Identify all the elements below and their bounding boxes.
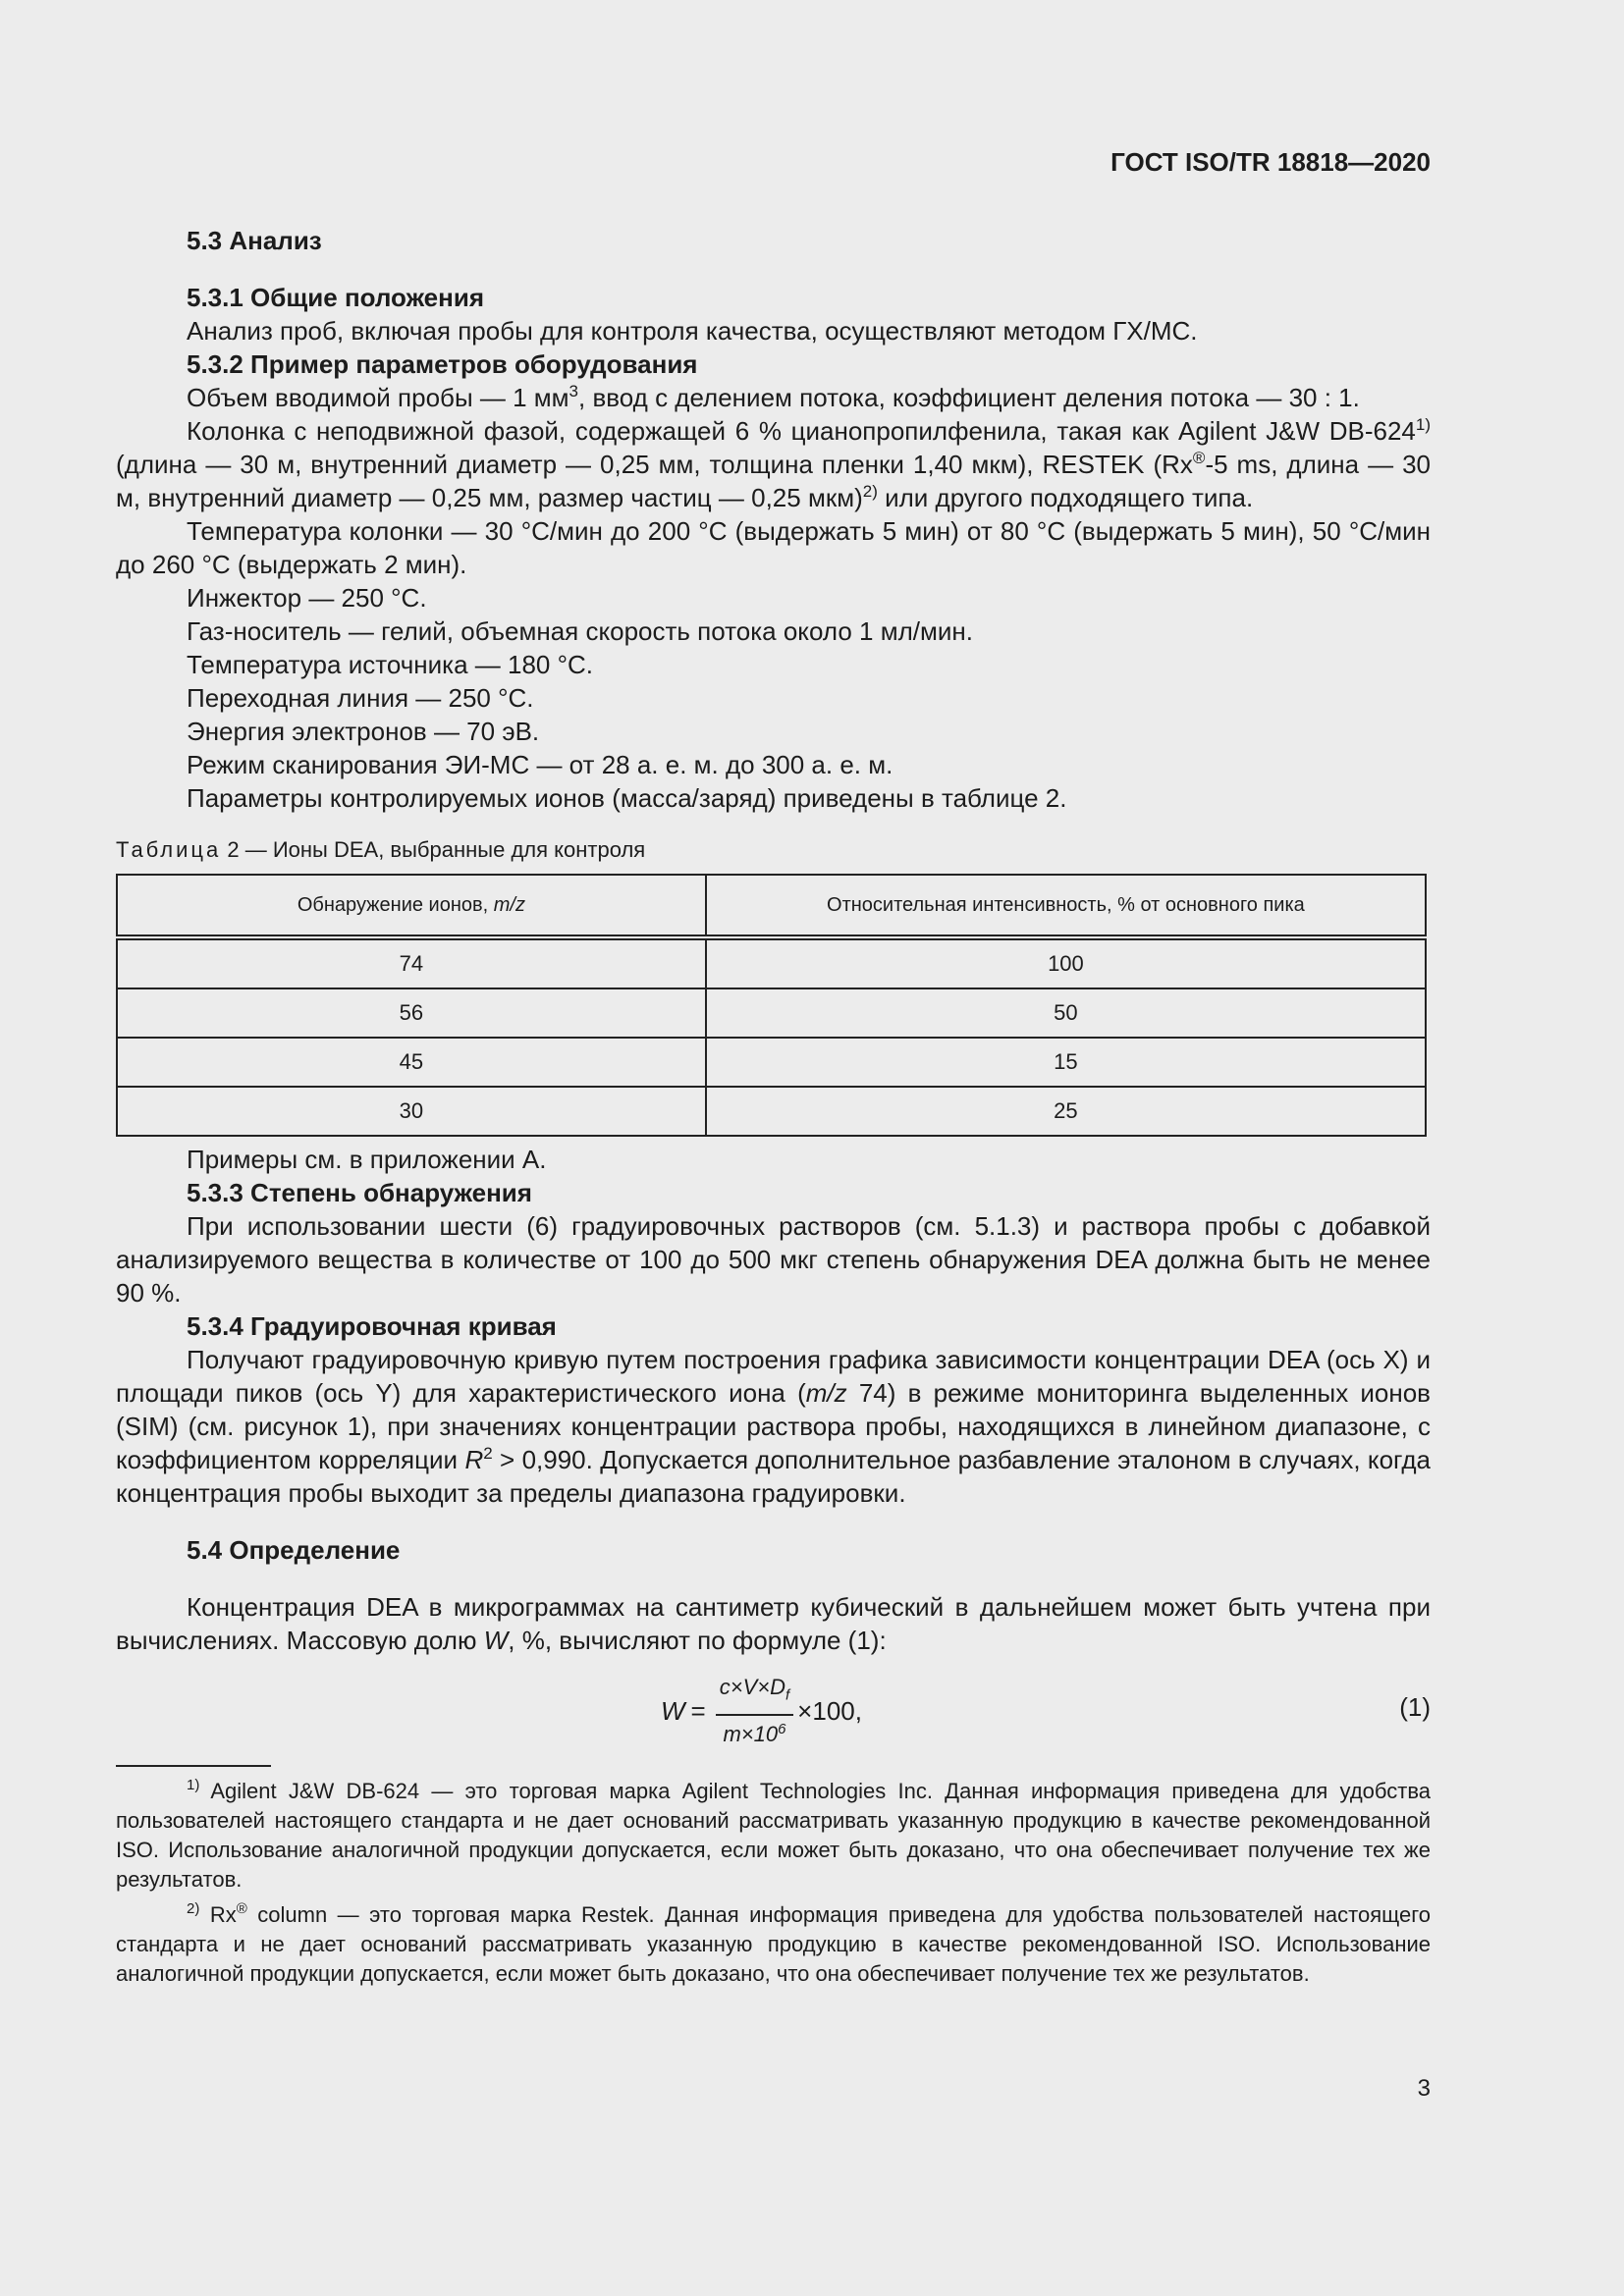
transfer-line-paragraph: Переходная линия — 250 °С. xyxy=(187,683,534,713)
footnote-separator xyxy=(116,1765,271,1767)
carrier-gas-paragraph: Газ-носитель — гелий, объемная скорость потока около 1 мл/мин. xyxy=(187,616,973,646)
table-note: Примеры см. в приложении А. xyxy=(187,1145,547,1174)
table-2-caption: Таблица 2 — Ионы DEA, выбранные для контроля xyxy=(116,837,646,862)
scan-mode-paragraph: Режим сканирования ЭИ-МС — от 28 а. е. м. до 300 а. е. м. xyxy=(187,750,893,779)
footnote-ref-2: 2) xyxy=(862,482,878,501)
table-row: 30 25 xyxy=(117,1087,1426,1136)
footnote-1: $^{1)}$ Agilent J&W DB-624 — это торговая марка Agilent Technologies Inc. Данная информация приведена для удобства пользователей настоящего стандарта и не дает оснований рассматривать указанную продукцию в качестве рекомендованной ISO. Использование аналогичной продукции допускается, если может быть доказано, что она обеспечивает получение тех же результатов. xyxy=(116,1777,1431,1892)
column-header-intensity: Относительная интенсивность, % от основного пика xyxy=(706,875,1426,937)
column-temperature-paragraph: Температура колонки — 30 °С/мин до 200 °С (выдержать 5 мин) от 80 °С (выдержать 5 мин), 50 °С/мин до 260 °С (выдержать 2 мин). xyxy=(116,516,1431,579)
section-5-3-2-heading: 5.3.2 Пример параметров оборудования xyxy=(187,349,698,379)
footnote-ref-1: 1) xyxy=(1415,415,1431,434)
section-5-3-4-text: Получают градуировочную кривую путем построения графика зависимости концентрации DEA (ось X) и площади пиков (ось Y) для характеристического иона (m/z 74) в режиме мониторинга выделенных ионов (SIM) (см. рисунок 1), при значениях концентрации раствора пробы, находящихся в линейном диапазоне, с коэффициентом корреляции $R^2 > 0,990$. Допускается дополнительное разбавление эталоном в случаях, когда концентрация пробы выходит за пределы диапазона градуировки. xyxy=(116,1345,1431,1508)
ion-parameters-paragraph: Параметры контролируемых ионов (масса/заряд) приведены в таблице 2. xyxy=(187,783,1067,813)
section-5-3-1-text: Анализ проб, включая пробы для контроля качества, осуществляют методом ГХ/МС. xyxy=(187,316,1198,346)
document-body xyxy=(116,224,1431,1989)
table-row: 74 100 xyxy=(117,937,1426,988)
formula-number: (1) xyxy=(1399,1692,1431,1722)
section-5-3-3-heading: 5.3.3 Степень обнаружения xyxy=(187,1178,532,1207)
section-5-3-3-text: При использовании шести (6) градуировочных растворов (см. 5.1.3) и раствора пробы с добавкой анализируемого вещества в количестве от 100 до 500 мкг степень обнаружения DEA должна быть не менее 90 %. xyxy=(116,1211,1431,1308)
source-temperature-paragraph: Температура источника — 180 °С. xyxy=(187,650,594,679)
injector-paragraph: Инжектор — 250 °С. xyxy=(187,583,427,613)
column-header-ion: Обнаружение ионов, m/z xyxy=(117,875,706,937)
section-5-4-text: Концентрация DEA в микрограммах на сантиметр кубический в дальнейшем может быть учтена при вычислениях. Массовую долю W, %, вычисляют по формуле (1): xyxy=(116,1592,1431,1655)
formula-1 xyxy=(116,1671,1431,1747)
section-5-3-heading: 5.3 Анализ xyxy=(187,226,322,255)
table-row: 56 50 xyxy=(117,988,1426,1038)
electron-energy-paragraph: Энергия электронов — 70 эВ. xyxy=(187,717,540,746)
injection-volume-paragraph: Объем вводимой пробы — 1 $мм^3$, ввод с делением потока, коэффициент деления потока — 30 : 1. xyxy=(187,382,1360,412)
formula-fraction: $\frac{c\times V\times D_f}{m\times 10^6}$ xyxy=(716,1671,793,1751)
formula-expression: W = $\frac{c\times V\times D_f}{m\times 10^6}$ ×100, xyxy=(661,1671,862,1751)
footnote-2: $^{2)}$ Rx® column — это торговая марка Restek. Данная информация приведена для удобства пользователей настоящего стандарта и не дает оснований рассматривать указанную продукцию в качестве рекомендованной ISO. Использование аналогичной продукции допускается, если может быть доказано, что она обеспечивает получение тех же результатов. xyxy=(116,1900,1432,1986)
table-row: 45 15 xyxy=(117,1038,1426,1087)
page-number: 3 xyxy=(1417,2075,1431,2102)
section-5-3-1-heading: 5.3.1 Общие положения xyxy=(187,283,484,312)
section-5-4-heading: 5.4 Определение xyxy=(187,1535,401,1565)
standard-designation: ГОСТ ISO/TR 18818—2020 xyxy=(1110,147,1431,177)
section-5-3-4-heading: 5.3.4 Градуировочная кривая xyxy=(187,1311,557,1341)
table-2 xyxy=(116,874,1427,1137)
column-paragraph: Колонка с неподвижной фазой, содержащей 6 % цианопропилфенила, такая как Agilent J&W DB-624$^{1)}$ (длина — 30 м, внутренний диаметр — 0,25 мм, толщина пленки 1,40 мкм), RESTEK (Rx®-5 ms, длина — 30 м, внутренний диаметр — 0,25 мм, размер частиц — 0,25 мкм)$^{2)}$ или другого подходящего типа. xyxy=(116,415,1431,512)
